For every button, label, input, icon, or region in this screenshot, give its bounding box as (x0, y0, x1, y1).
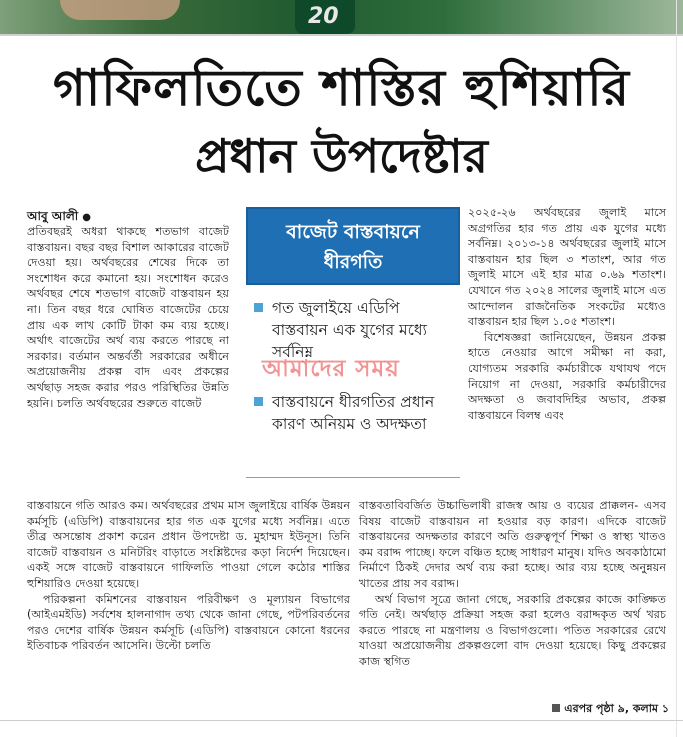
continuation-text: এরপর পৃষ্ঠা ৯, কলাম ১ (564, 702, 669, 715)
article-column-right (468, 205, 666, 423)
highlight-bullet (254, 391, 460, 435)
top-photo-strip (0, 0, 683, 34)
square-bullet-icon (254, 303, 263, 312)
highlight-title-line-2: ধীরগতি (323, 251, 383, 273)
square-bullet-icon (254, 397, 263, 406)
highlight-title-line-1: বাজেট বাস্তবায়নে (286, 221, 420, 243)
paragraph: পরিকল্পনা কমিশনের বাস্তবায়ন পরিবীক্ষণ ও মূল্যায়ন বিভাগের (আইএমইডি) সর্বশেষ হালনাগাদ তথ্য থেকে জানা গেছে, পটপরিবর্তনের পরও দেশের বার্ষিক উন্নয়ন কর্মসূচি (এডিপি) বাস্তবায়নে কোনো ধরনের ইতিবাচক পরিবর্তন আসেনি। উল্টো চলতি (27, 592, 350, 653)
jersey-number: 20 (308, 4, 339, 29)
paragraph: ২০২৫-২৬ অর্থবছরের জুলাই মাসে অগ্রগতির হার গত প্রায় এক যুগের মধ্যে সর্বনিম্ন। ২০১৩-১৪ অর্থবছরের জুলাই মাসে বাস্তবায়ন হার ছিল ৩ শতাংশ, আর গত জুলাই মাসে এই হার মাত্র ০.৬৯ শতাংশ। যেখানে গত ২০২৪ সালের জুলাই মাসে এত আন্দোলন রাজনৈতিক সংকটের মধ্যেও বাস্তবায়ন হার ছিল ১.০৫ শতাংশ। (468, 206, 666, 329)
square-marker-icon (552, 704, 560, 712)
headline-line-2: প্রধান উপদেষ্টার (195, 129, 488, 183)
highlight-box-rule (246, 477, 460, 478)
paragraph: বিশেষজ্ঞরা জানিয়েছেন, উন্নয়ন প্রকল্প হাতে নেওয়ার আগে সমীক্ষা না করা, যোগ্যতম সরকারি কর্মচারীকে যথাযথ পদে নিয়োগ না দেওয়া, সরকারি কর্মচারীদের অদক্ষতা ও জবাবদিহির অভাব, প্রকল্প বাস্তবায়নে বিলম্ব এবং (468, 330, 666, 422)
top-divider (0, 34, 683, 36)
paragraph: বাস্তবতাবিবর্জিত উচ্চাভিলাষী রাজস্ব আয় ও ব্যয়ের প্রাক্কলন- এসব বিষয় বাজেট বাস্তবায়ন না হওয়ার বড় কারণ। এদিকে বাজেট বাস্তবায়নের অদক্ষতার কারণে অতি গুরুত্বপূর্ণ শিক্ষা ও স্বাস্থ্য খাতও কম বরাদ্দ পাচ্ছে। ফলে বঞ্চিত হচ্ছে সাধারণ মানুষ। যদিও অবকাঠামো নির্মাণে ঠিকই দেদার অর্থ ব্যয় করা হচ্ছে। আর ব্যয় হচ্ছে অনুন্নয়ন খাতের প্রায় সব বরাদ্দ। (359, 499, 666, 590)
continuation-note (552, 700, 669, 719)
photo-figure (60, 0, 180, 20)
highlight-bullet-text: বাস্তবায়নে ধীরগতির প্রধান কারণ অনিয়ম ও অদক্ষতা (272, 393, 435, 433)
paragraph: প্রতিবছরই অধরা থাকছে শতভাগ বাজেট বাস্তবায়ন। বছর বছর বিশাল আকারের বাজেট দেওয়া হয়। অর্থবছরের শেষের দিকে তা সংশোধন করে কমানো হয়। সংশোধন করেও অর্থবছর শেষে শতভাগ বাজেট বাস্তবায়ন হয় না। তিন বছর ধরে ঘোষিত বাজেটের চেয়ে প্রায় এক লাখ কোটি টাকা কম ব্যয় হচ্ছে। অর্থাৎ বাজেটের অর্থ ব্যয় করতে পারছে না সরকার। বর্তমান অন্তর্বর্তী সরকারের অধীনে অপ্রয়োজনীয় প্রকল্প বাদ এবং প্রকল্পের অর্থছাড় সহজ করার পরও পরিস্থিতির উন্নতি হয়নি। চলতি অর্থবছরের শুরুতে বাজেট (27, 225, 229, 410)
article-column-left (27, 224, 229, 411)
watermark-logo: আমাদের সময় (262, 356, 400, 382)
bottom-divider (0, 720, 683, 721)
highlight-bullet-text: গত জুলাইয়ে এডিপি বাস্তবায়ন এক যুগের মধ্যে সর্বনিম্ন (272, 299, 428, 361)
article-column-bottom-right (359, 498, 666, 670)
highlight-box (246, 207, 460, 477)
paragraph: বাস্তবায়নে গতি আরও কম। অর্থবছরের প্রথম মাস জুলাইয়ে বার্ষিক উন্নয়ন কর্মসূচি (এডিপি) বাস্তবায়নের হার গত এক যুগের মধ্যে সর্বনিম্ন। এতে তীব্র অসন্তোষ প্রকাশ করেন প্রধান উপদেষ্টা ড. মুহাম্মদ ইউনূস। তিনি বাজেট বাস্তবায়ন ও মনিটরিং বাড়াতে সংশ্লিষ্টদের কড়া নির্দেশ দিয়েছেন। একই সঙ্গে বাজেট বাস্তবায়নে গাফিলতি পাওয়া গেলে কঠোর শাস্তির হুশিয়ারিও দেওয়া হয়েছে। (27, 499, 350, 590)
byline-dot-icon: ● (82, 212, 91, 223)
author-name: আবু আলী (27, 209, 79, 223)
article-column-bottom-left (27, 498, 350, 654)
paragraph: অর্থ বিভাগ সূত্রে জানা গেছে, সরকারি প্রকল্পের কাজে কাঙ্ক্ষিত গতি নেই। অর্থছাড় প্রক্রিয়া সহজ করা হলেও বরাদ্দকৃত অর্থ খরচ করতে পারছে না মন্ত্রণালয় ও বিভাগগুলো। পতিত সরকারের রেখে যাওয়া অপ্রয়োজনীয় প্রকল্পগুলো বাদ দেওয়া হয়েছে। কিছু প্রকল্পের কাজ স্থগিত (359, 592, 666, 668)
highlight-box-title (246, 207, 460, 285)
headline-line-1: গাফিলতিতে শাস্তির হুশিয়ারি (52, 59, 631, 117)
